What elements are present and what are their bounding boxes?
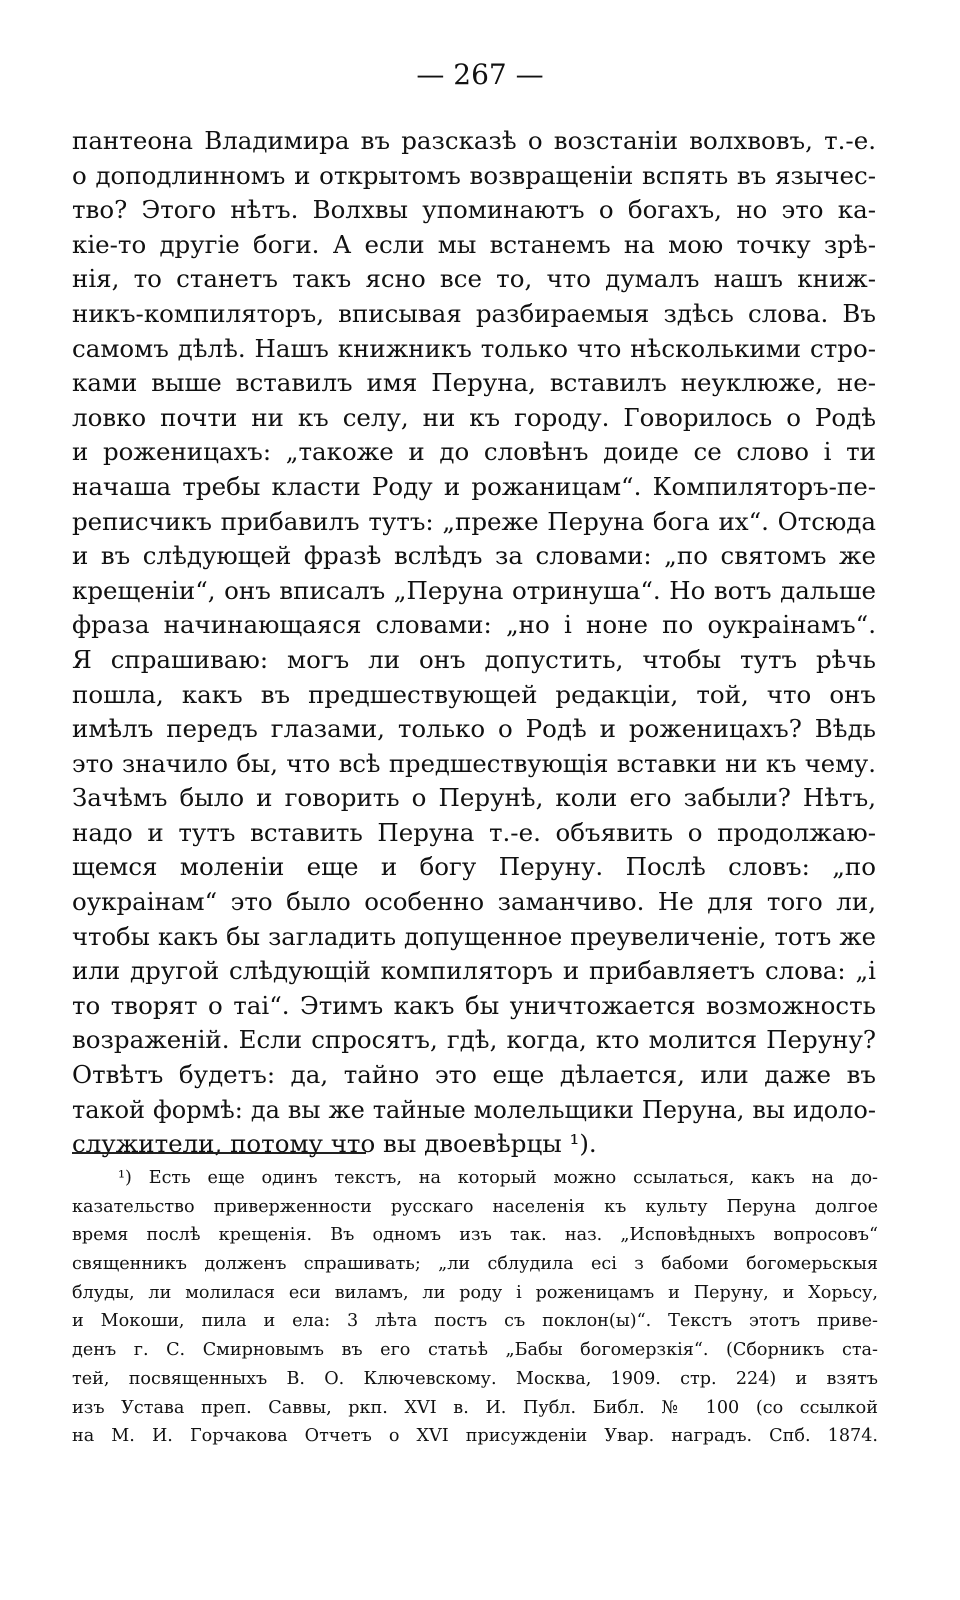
body-line: крещенiи“, онъ вписалъ „Перуна отринуша“. Но вотъ дальше [72, 575, 876, 605]
body-line: возраженiй. Если спросятъ, гдѣ, когда, кто молится Перуну? [72, 1025, 876, 1055]
body-line: щемся моленiи еще и богу Перуну. Послѣ словъ: „по [72, 852, 876, 882]
body-line: Я спрашиваю: могъ ли онъ допустить, чтобы тутъ рѣчь [72, 644, 876, 674]
footnote-line: денъ г. С. Смирновымъ въ его статьѣ „Бабы богомерзкiя“. (Сборникъ ста- [72, 1340, 878, 1361]
body-line: тво? Этого нѣтъ. Волхвы упоминаютъ о богахъ, но это ка- [72, 195, 876, 225]
footnote-line: время послѣ крещенiя. Въ одномъ изъ так. наз. „Исповѣдныхъ вопросовъ“ [72, 1225, 878, 1246]
footnote-line: казательство приверженности русскаго населенiя къ культу Перуна долгое [72, 1196, 878, 1217]
body-line: оукраiнам“ это было особенно заманчиво. Не для того ли, [72, 887, 876, 917]
body-line: то творят о таi“. Этимъ какъ бы уничтожается возможность [72, 990, 876, 1020]
body-line: пошла, какъ въ предшествующей редакцiи, той, что онъ [72, 679, 876, 709]
body-line: ловко почти ни къ селу, ни къ городу. Говорилось о Родѣ [72, 402, 876, 432]
body-line: и въ слѣдующей фразѣ вслѣдъ за словами: „по святомъ же [72, 541, 876, 571]
footnote-line: изъ Устава преп. Саввы, ркп. XVI в. И. Публ. Библ. № 100 (со ссылкой [72, 1397, 878, 1418]
body-line: пантеона Владимира въ разсказѣ о возстанiи волхвовъ, т.-е. [72, 126, 876, 155]
footnote-line: ¹) Есть еще одинъ текстъ, на который можно ссылаться, какъ на до- [118, 1168, 878, 1188]
footnote-divider [72, 1152, 366, 1154]
body-line: ками выше вставилъ имя Перуна, вставилъ неуклюже, не- [72, 368, 876, 398]
body-line: такой формѣ: да вы же тайные молельщики Перуна, вы идоло- [72, 1095, 876, 1124]
body-line: имѣлъ передъ глазами, только о Родѣ и роженицахъ? Вѣдь [72, 714, 876, 744]
body-line: Отвѣтъ будетъ: да, тайно это еще дѣлается, или даже въ [72, 1060, 876, 1090]
body-line: самомъ дѣлѣ. Нашъ книжникъ только что нѣсколькими стро- [72, 333, 876, 363]
body-line: никъ-компиляторъ, вписывая разбираемыя здѣсь слова. Въ [72, 298, 876, 328]
page-number: — 267 — [416, 58, 544, 91]
body-line: и роженицахъ: „такоже и до словѣнъ доиде се слово i ти [72, 437, 876, 467]
body-line: это значило бы, что всѣ предшествующiя вставки ни къ чему. [72, 748, 876, 778]
body-line: Зачѣмъ было и говорить о Перунѣ, коли его забыли? Нѣтъ, [72, 783, 876, 813]
footnote-line: священникъ долженъ спрашивать; „ли сблудила есi з бабоми богомерьскыя [72, 1254, 878, 1275]
body-line: начаша требы класти Роду и рожаницам“. Компиляторъ-пе- [72, 471, 876, 501]
footnote-line: тей, посвященныхъ В. О. Ключевскому. Москва, 1909. стр. 224) и взятъ [72, 1368, 878, 1389]
body-line: кiе-то другiе боги. А если мы встанемъ на мою точку зрѣ- [72, 229, 876, 259]
body-line: чтобы какъ бы загладить допущенное преувеличенiе, тотъ же [72, 921, 876, 951]
body-line: надо и тутъ вставить Перуна т.-е. объявить о продолжаю- [72, 817, 876, 847]
body-line: служители, потому что вы двоевѣрцы ¹). [72, 1129, 597, 1159]
body-line: фраза начинающаяся словами: „но i нонe по оукраiнамъ“. [72, 610, 876, 640]
footnote-line: блуды, ли молилася еси виламъ, ли роду i роженицамъ и Перуну, и Хорьсу, [72, 1282, 878, 1303]
body-line: или другой слѣдующiй компиляторъ и прибавляетъ слова: „i [72, 956, 876, 986]
body-line: реписчикъ прибавилъ тутъ: „преже Перуна бога их“. Отсюда [72, 506, 876, 536]
footnote-line: и Мокоши, пила и ела: 3 лѣта постъ съ поклон(ы)“. Текстъ этотъ приве- [72, 1311, 878, 1332]
footnote-line: на М. И. Горчакова Отчетъ о XVI присужденiи Увар. наградъ. Спб. 1874. [72, 1426, 878, 1447]
body-line: нiя, то станетъ такъ ясно все то, что думалъ нашъ книж- [72, 264, 876, 294]
body-text [72, 124, 876, 1162]
body-line: о доподлинномъ и открытомъ возвращенiи вспять въ язычес- [72, 160, 876, 190]
footnote [72, 1164, 878, 1451]
